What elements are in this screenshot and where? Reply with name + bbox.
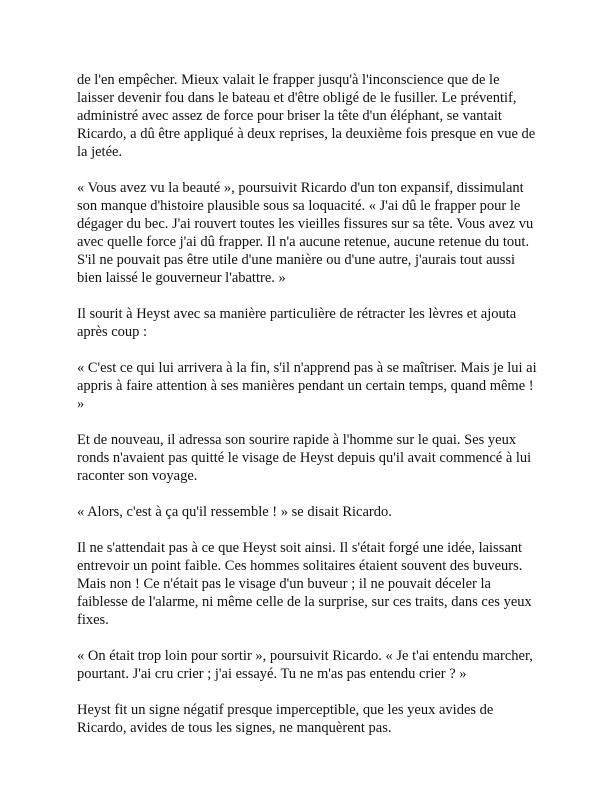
paragraph-1: de l'en empêcher. Mieux valait le frapper jusqu'à l'inconscience que de le laisser devenir fou dans le bateau et d'être obligé de le fusiller. Le préventif, administré avec assez de force pour briser la tête d'un éléphant, se vantait Ricardo, a dû être appliqué à deux reprises, la deuxième fois presque en vue de la jetée. — [77, 72, 536, 160]
paragraph-8: « On était trop loin pour sortir », poursuivit Ricardo. « Je t'ai entendu marcher, pourtant. J'ai cru crier ; j'ai essayé. Tu ne m'as pas entendu crier ? » — [77, 648, 533, 682]
paragraph-5: Et de nouveau, il adressa son sourire rapide à l'homme sur le quai. Ses yeux ronds n'avaient pas quitté le visage de Heyst depuis qu'il avait commencé à lui raconter son voyage. — [77, 432, 532, 484]
paragraph-9: Heyst fit un signe négatif presque imperceptible, que les yeux avides de Ricardo, avides de tous les signes, ne manquèrent pas. — [77, 702, 494, 736]
paragraph-3: Il sourit à Heyst avec sa manière particulière de rétracter les lèvres et ajouta après coup : — [77, 306, 517, 340]
paragraph-2: « Vous avez vu la beauté », poursuivit Ricardo d'un ton expansif, dissimulant son manque d'histoire plausible sous sa loquacité. « J'ai dû le frapper pour le dégager du bec. J'ai rouvert toutes les vieilles fissures sur sa tête. Vous avez vu avec quelle force j'ai dû frapper. Il n'a aucune retenue, aucune retenue du tout. S'il ne pouvait pas être utile d'une manière ou d'une autre, j'aurais tout aussi bien laissé le gouverneur l'abattre. » — [77, 180, 534, 286]
paragraph-6: « Alors, c'est à ça qu'il ressemble ! » se disait Ricardo. — [77, 504, 392, 520]
paragraph-7: Il ne s'attendait pas à ce que Heyst soit ainsi. Il s'était forgé une idée, laissant entrevoir un point faible. Ces hommes solitaires étaient souvent des buveurs. Mais non ! Ce n'était pas le visage d'un buveur ; il ne pouvait déceler la faiblesse de l'alarme, ni même celle de la surprise, sur ces traits, dans ces yeux fixes. — [77, 540, 532, 628]
paragraph-4: « C'est ce qui lui arrivera à la fin, s'il n'apprend pas à se maîtriser. Mais je lui ai appris à faire attention à ses manières pendant un certain temps, quand même ! » — [77, 360, 537, 412]
document-page — [77, 71, 539, 755]
